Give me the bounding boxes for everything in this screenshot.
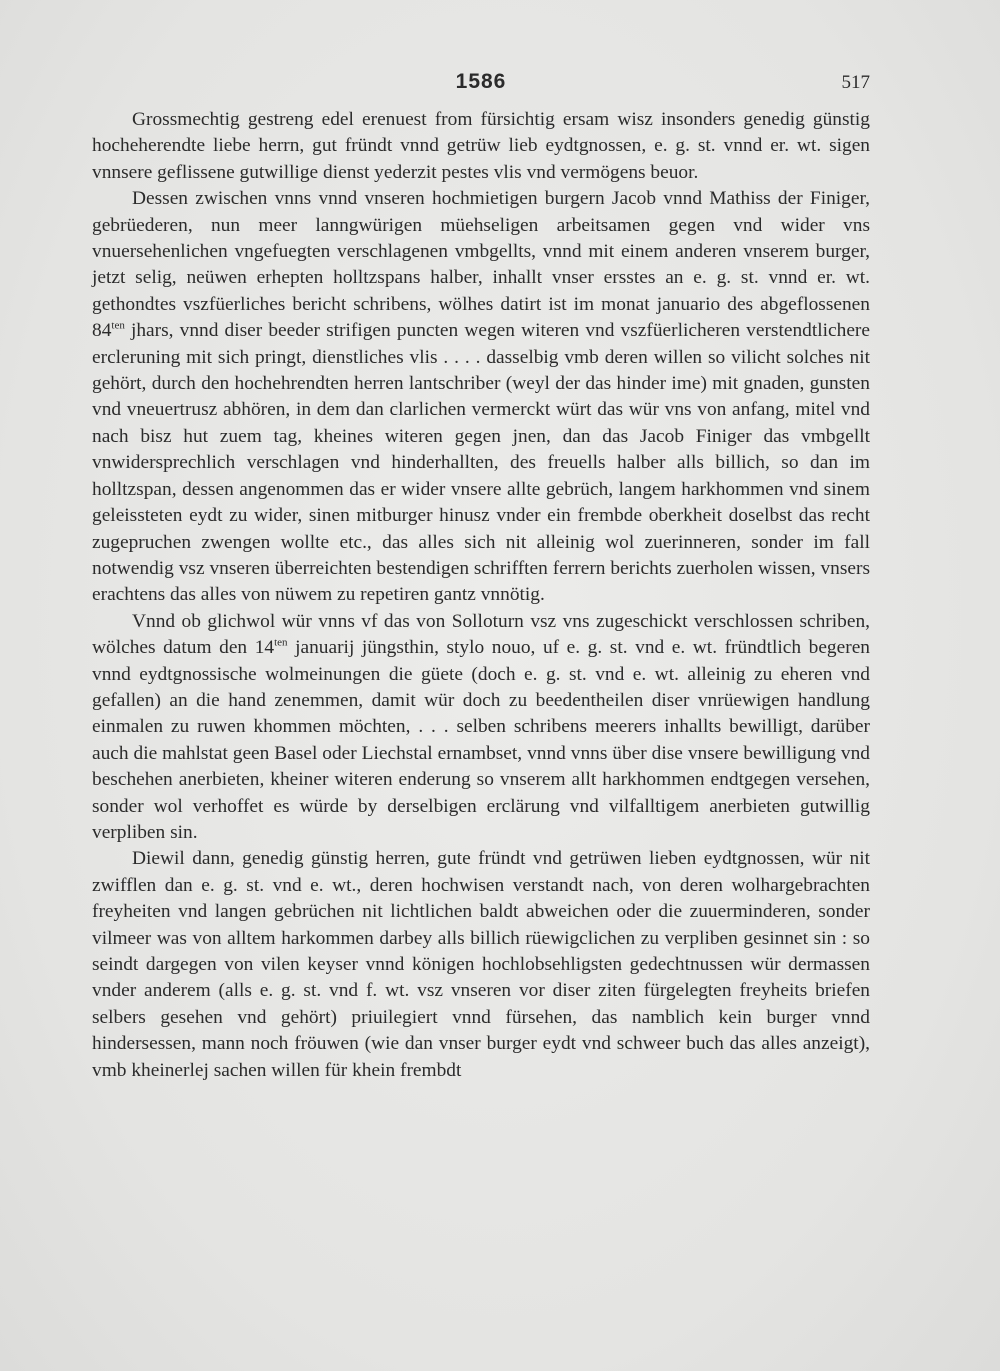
paragraph-text: jhars, vnnd diser beeder strifigen puncten wegen witeren vnd vszfüerlicheren verstendtlichere ercleruning mit sich pringt, dienstliches vlis . . . . dasselbig vmb deren willen so vilicht solches nit gehört, durch den hochehrendten herren lantschriber (weyl der das hinder ime) mit gnaden, gunsten vnd vneuertrusz abhören, in dem dan clarlichen vermerckt würt das wür vns von anfang, mitel vnd nach bisz hut zuem tag, kheines witeren gegen jnen, dan das Jacob Finiger das vmbgellt vnwidersprechlich verschlagen vnd hinderhallten, des freuells halber alls billich, so dan im holltzspan, dessen angenommen das er wider vnsere allte gebrüch, langem harkhommen vnd sinem geleissteten eydt zu wider, sinen mitburger hinusz vnder ein frembde oberkheit doselbst das recht zugepruchen zwengen wollte etc., das alles sich nit alleinig wol zuerinneren, sonder im fall notwendig vsz vnseren überreichten bestendigen schrifften ferrern berichts zuerholen wissen, vnsers erachtens das alles von nüwem zu repetiren gantz vnnötig. — [92, 320, 870, 606]
paragraph-text: januarij jüngsthin, stylo nouo, uf e. g. st. vnd e. wt. fründtlich begeren vnnd eydtgnossische wolmeinungen die güete (doch e. g. st. vnd e. wt. alleinig zu eheren vnd gefallen) an die hand zenemmen, damit wür doch zu beedentheilen diser vnrüewigen handlung einmalen zu ruwen khommen möchten, . . . selben schribens meerers inhallts bewilligt, darüber auch die mahlstat geen Basel oder Liechstal ernambset, vnnd vnns über dise vnsere bewilligung vnd beschehen anerbieten, kheiner witeren enderung so vnserem allt harkhommen endtgegen versehen, sonder wol verhoffet es würde by derselbigen erclärung vnd vilfalltigem anerbieten gutwillig verpliben sin. — [92, 637, 870, 843]
paragraph-1 — [92, 107, 870, 186]
paragraph-4 — [92, 846, 870, 1084]
page-year-heading: 1586 — [455, 70, 507, 93]
paragraph-text: Diewil dann, genedig günstig herren, gute fründt vnd getrüwen lieben eydtgnossen, wür nit zwifflen dan e. g. st. vnd e. wt., deren hochwisen verstandt nach, von deren wolhargebrachten freyheiten vnd langen gebrüchen nit lichtlichen baldt abweichen oder die zuuerminderen, sonder vilmeer was von alltem harkommen darbey alls billich rüewigclichen zu verpliben gesinnet sin : so seindt dargegen von vilen keyser vnnd königen hochlobsehligsten gedechtnussen wür dermassen vnder anderem (alls e. g. st. vnd f. wt. vsz vnseren vor diser ziten fürgelegten freyheits briefen selbers gesehen vnd gehört) priuilegiert vnnd fürsehen, das namblich kein burger vnnd hindersessen, mann noch fröuwen (wie dan vnser burger eydt vnd schweer buch das alles anzeigt), vmb kheinerlej sachen willen für khein frembdt — [92, 848, 870, 1081]
superscript-ordinal: ten — [111, 319, 125, 332]
superscript-ordinal: ten — [274, 636, 288, 649]
body-text — [92, 107, 870, 1084]
page-number: 517 — [841, 72, 870, 93]
paragraph-text: Vnnd ob glichwol wür vnns vf das von Solloturn vsz vns zugeschickt verschlossen schriben, wölches datum den 14 — [92, 610, 870, 659]
paragraph-2 — [92, 186, 870, 609]
paragraph-text: Dessen zwischen vnns vnnd vnseren hochmietigen burgern Jacob vnnd Mathiss der Finiger, gebrüederen, nun meer lanngwürigen müehseligen arbeitsamen gegen vnd wider vns vnuersehenlichen vngefuegten verschlagenen vmbgellts, vnnd mit einem anderen vnserem burger, jetzt selig, neüwen erhepten holltzspans halber, inhallt vnser ersstes an e. g. st. vnnd er. wt. gethondtes vszfüerliches bericht schribens, wölhes datirt ist im monat januario des abgeflossenen 84 — [92, 188, 870, 342]
paragraph-3 — [92, 609, 870, 847]
paragraph-text: Grossmechtig gestreng edel erenuest from fürsichtig ersam wisz insonders genedig günstig hocheherendte liebe herrn, gut fründt vnnd getrüw lieb eydtgnossen, e. g. st. vnnd er. wt. sigen vnnsere geflissene gutwillige dienst yederzit pestes vlis vnd vermögens beuor. — [92, 109, 870, 183]
page-header — [92, 66, 870, 102]
